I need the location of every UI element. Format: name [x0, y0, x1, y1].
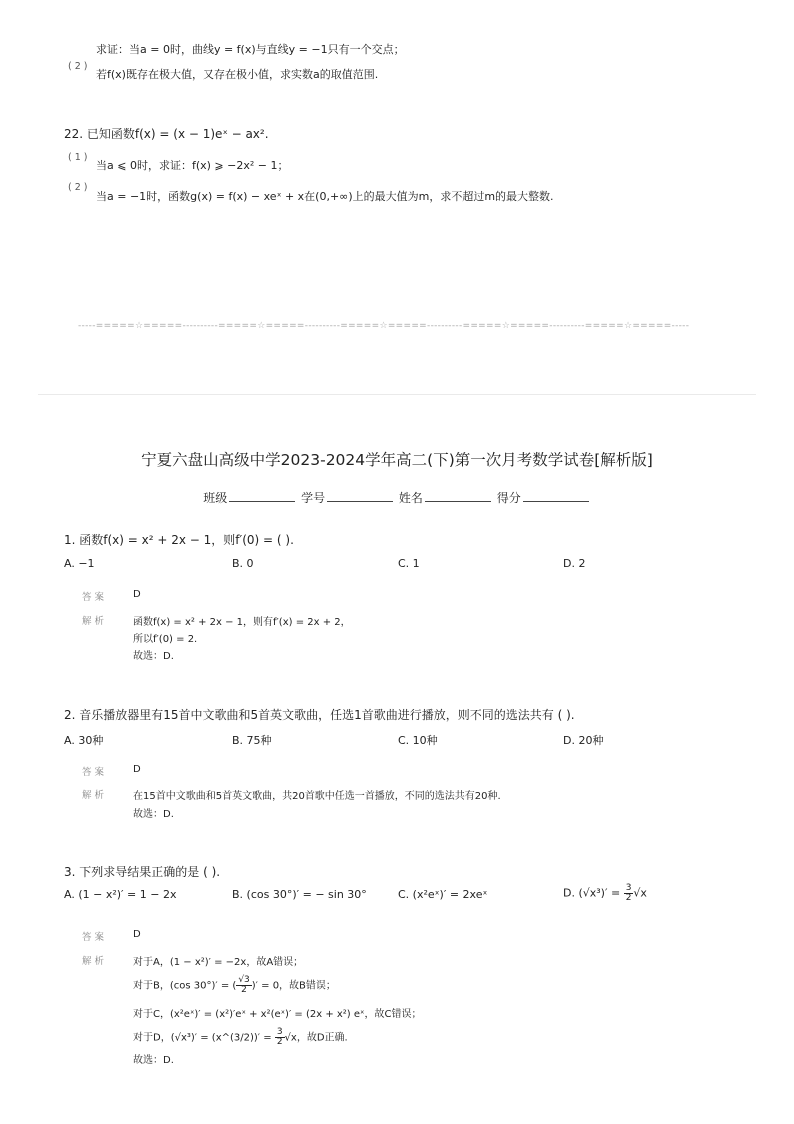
fraction-numerator: √3 — [238, 975, 250, 985]
q2-analysis-label: 解析 — [82, 790, 108, 801]
name-blank — [425, 500, 491, 502]
q2-option-c: C. 10种 — [398, 734, 438, 747]
fraction — [275, 1028, 285, 1047]
name-label: 姓名 — [398, 491, 423, 505]
q3-stem: 3. 下列求导结果正确的是 ( ). — [64, 865, 221, 879]
q3-option-c: C. (x²eˣ)′ = 2xeˣ — [398, 888, 488, 901]
q3-analysis-line — [133, 976, 336, 995]
q3-b-prefix: 对于B，(cos 30°)′ = ( — [133, 980, 237, 992]
q3-analysis-line: 故选：D. — [133, 1055, 174, 1066]
q21-part2-text: 若f(x)既存在极大值，又存在极小值，求实数a的取值范围. — [96, 68, 379, 81]
q2-option-d: D. 20种 — [563, 734, 604, 747]
q2-option-a: A. 30种 — [64, 734, 104, 747]
q22-part1-text: 当a ⩽ 0时，求证：f(x) ⩾ −2x² − 1； — [96, 159, 289, 172]
q3-b-suffix: )′ = 0，故B错误； — [251, 980, 336, 992]
fraction-numerator: 3 — [276, 1027, 283, 1037]
q3-option-d — [563, 884, 647, 903]
fraction — [624, 884, 634, 903]
q1-option-b: B. 0 — [232, 557, 254, 570]
q1-option-c: C. 1 — [398, 557, 420, 570]
section-separator: -----=====☆=====----------=====☆=====----------=====☆=====----------=====☆=====----------=====☆=====----- — [78, 321, 690, 331]
q3-answer: D — [133, 929, 141, 940]
q1-option-a: A. −1 — [64, 557, 95, 570]
q2-answer: D — [133, 764, 141, 775]
q3-option-d-tail: √x — [633, 886, 647, 900]
q21-part2-number: ( 2 ) — [68, 61, 88, 72]
q1-analysis-line: 故选：D. — [133, 651, 174, 662]
q22-stem: 22. 已知函数f(x) = (x − 1)eˣ − ax². — [64, 127, 269, 141]
q1-stem: 1. 函数f(x) = x² + 2x − 1，则f′(0) = ( ). — [64, 533, 294, 547]
q22-part2-text: 当a = −1时，函数g(x) = f(x) − xeˣ + x在(0,+∞)上的最大值为m，求不超过m的最大整数. — [96, 190, 554, 203]
q3-option-a: A. (1 − x²)′ = 1 − 2x — [64, 888, 177, 901]
q22-part2-number: ( 2 ) — [68, 182, 88, 193]
id-label: 学号 — [301, 491, 326, 505]
q2-option-b: B. 75种 — [232, 734, 272, 747]
class-label: 班级 — [203, 491, 228, 505]
id-blank — [327, 500, 393, 502]
q1-analysis-line: 函数f(x) = x² + 2x − 1，则有f′(x) = 2x + 2， — [133, 617, 351, 628]
fraction-denominator: 2 — [625, 893, 632, 903]
q3-analysis-line — [133, 1028, 348, 1047]
page-title: 宁夏六盘山高级中学2023-2024学年高二(下)第一次月考数学试卷[解析版] — [141, 451, 653, 469]
score-label: 得分 — [496, 491, 521, 505]
q2-analysis-line: 故选：D. — [133, 809, 174, 820]
q3-answer-label: 答案 — [82, 932, 108, 943]
q3-analysis-label: 解析 — [82, 956, 108, 967]
q2-answer-label: 答案 — [82, 767, 108, 778]
class-blank — [229, 500, 295, 502]
q2-stem: 2. 音乐播放器里有15首中文歌曲和5首英文歌曲，任选1首歌曲进行播放，则不同的选法共有 ( ). — [64, 708, 575, 722]
fraction-denominator: 2 — [276, 1037, 283, 1047]
q3-d-prefix: 对于D，(√x³)′ = (x^(3/2))′ = — [133, 1032, 275, 1044]
student-info-line — [0, 489, 794, 506]
fraction-numerator: 3 — [625, 883, 632, 893]
q3-analysis-line: 对于C，(x²eˣ)′ = (x²)′eˣ + x²(eˣ)′ = (2x + x²) eˣ，故C错误； — [133, 1009, 422, 1020]
q1-analysis-line: 所以f′(0) = 2. — [133, 634, 198, 645]
q1-option-d: D. 2 — [563, 557, 586, 570]
q21-proof-line: 求证：当a = 0时，曲线y = f(x)与直线y = −1只有一个交点； — [96, 43, 405, 56]
score-blank — [523, 500, 589, 502]
q3-d-suffix: √x，故D正确. — [284, 1032, 348, 1044]
q1-analysis-label: 解析 — [82, 616, 108, 627]
q22-part1-number: ( 1 ) — [68, 152, 88, 163]
q3-option-d-text: D. (√x³)′ = — [563, 886, 624, 900]
q1-answer: D — [133, 589, 141, 600]
q1-answer-label: 答案 — [82, 592, 108, 603]
fraction — [236, 976, 251, 995]
q3-option-b: B. (cos 30°)′ = − sin 30° — [232, 888, 367, 901]
q3-analysis-line: 对于A，(1 − x²)′ = −2x，故A错误； — [133, 957, 304, 968]
page-divider — [38, 394, 756, 395]
q2-analysis-line: 在15首中文歌曲和5首英文歌曲，共20首歌中任选一首播放，不同的选法共有20种. — [133, 791, 501, 802]
fraction-denominator: 2 — [241, 985, 247, 995]
